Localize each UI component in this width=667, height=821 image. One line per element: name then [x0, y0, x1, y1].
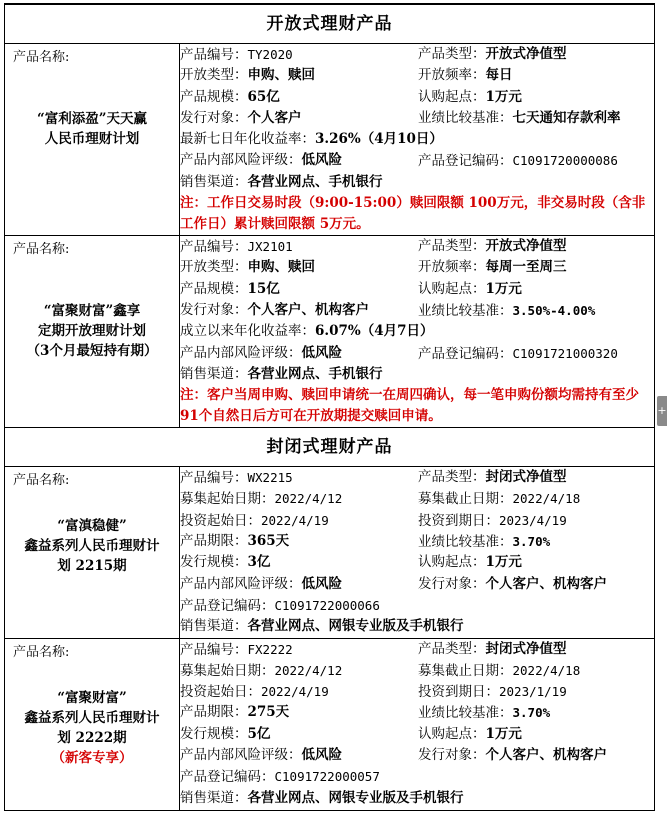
table-row	[5, 44, 655, 236]
benchmark: 3.50%-4.00%	[512, 302, 596, 318]
raise-end-date: 2022/4/18	[512, 662, 581, 678]
bench-label: 业绩比较基准：	[418, 302, 513, 319]
registration-code: C1091722000057	[274, 769, 380, 785]
code-label: 产品编号：	[180, 470, 248, 487]
benchmark: 3.70%	[512, 534, 551, 550]
product-note: 注：工作日交易时段（9:00-15:00）赎回限额 100万元，非交易时段（含非工作日）累计赎回限额 5万元。	[180, 195, 646, 233]
table-row	[5, 236, 655, 428]
scale-label: 发行规模：	[180, 554, 248, 571]
sales-channel: 各营业网点、手机银行	[247, 365, 383, 382]
product-detail-cell	[180, 638, 655, 810]
new-customer-badge: （新客专享）	[51, 749, 133, 766]
bench-label: 业绩比较基准：	[418, 534, 513, 551]
benchmark: 3.70%	[512, 705, 551, 721]
invest-start-label: 投资起始日：	[180, 684, 261, 701]
open-type-label: 开放类型：	[180, 259, 248, 276]
product-name: “富利添盈”天天赢 人民币理财计划	[36, 111, 148, 147]
annual-yield: 6.07%（4月7日）	[315, 323, 434, 340]
risk-label: 产品内部风险评级：	[180, 152, 302, 169]
code-label: 产品编号：	[180, 47, 248, 63]
registration-code: C1091720000086	[512, 153, 618, 169]
product-name-cell	[5, 236, 180, 428]
freq-label: 开放频率：	[418, 259, 486, 276]
target-label: 发行对象：	[418, 575, 486, 592]
term-label: 产品期限：	[180, 533, 248, 550]
invest-end-label: 投资到期日：	[418, 512, 499, 529]
closed-section-title: 封闭式理财产品	[4, 428, 655, 466]
open-frequency: 每周一至周三	[485, 259, 567, 276]
issue-scale: 3亿	[247, 554, 271, 571]
channel-label: 销售渠道：	[180, 365, 248, 382]
scale-label: 发行规模：	[180, 725, 248, 742]
sales-channel: 各营业网点、网银专业版及手机银行	[247, 618, 464, 635]
registration-code: C1091721000320	[512, 345, 618, 361]
code-label: 产品编号：	[180, 641, 248, 658]
target-label: 发行对象：	[418, 747, 486, 764]
risk-rating: 低风险	[301, 344, 342, 361]
product-document	[4, 3, 655, 811]
product-code: FX2222	[247, 641, 293, 657]
risk-label: 产品内部风险评级：	[180, 575, 302, 592]
product-name-cell	[5, 467, 180, 638]
term-label: 产品期限：	[180, 704, 248, 721]
type-label: 产品类型：	[418, 46, 486, 62]
reg-label: 产品登记编码：	[180, 769, 275, 786]
product-code: TY2020	[247, 47, 293, 62]
product-detail-cell	[180, 236, 655, 428]
min-amount: 1万元	[485, 280, 522, 297]
issue-target: 个人客户、机构客户	[485, 575, 607, 592]
product-name-cell	[5, 44, 180, 236]
reg-label: 产品登记编码：	[180, 597, 275, 614]
risk-rating: 低风险	[301, 575, 342, 592]
product-name-label: 产品名称:	[13, 242, 70, 258]
product-name-cell	[5, 638, 180, 810]
product-type: 开放式净值型	[485, 46, 567, 62]
registration-code: C1091722000066	[274, 597, 380, 613]
product-detail-cell	[180, 467, 655, 638]
product-code: JX2101	[247, 239, 293, 255]
product-scale: 15亿	[247, 280, 280, 297]
annual-yield: 3.26%（4月10日）	[315, 131, 443, 148]
table-row	[5, 638, 655, 810]
bench-label: 业绩比较基准：	[418, 109, 513, 126]
invest-start-label: 投资起始日：	[180, 512, 261, 529]
raise-start-label: 募集起始日期：	[180, 662, 275, 679]
target-label: 发行对象：	[180, 301, 248, 318]
scale-label: 产品规模：	[180, 280, 248, 297]
min-amount: 1万元	[485, 725, 522, 742]
invest-end-date: 2023/4/19	[499, 512, 567, 528]
bench-label: 业绩比较基准：	[418, 705, 513, 722]
closed-products-table	[4, 466, 655, 810]
product-name-label: 产品名称:	[13, 50, 70, 65]
min-label: 认购起点：	[418, 280, 486, 297]
sales-channel: 各营业网点、手机银行	[247, 173, 383, 190]
invest-start-date: 2022/4/19	[261, 684, 329, 700]
product-term: 365天	[247, 533, 290, 550]
risk-rating: 低风险	[301, 152, 342, 169]
open-section-title: 开放式理财产品	[4, 3, 655, 43]
yield-label: 最新七日年化收益率：	[180, 131, 315, 148]
table-row	[5, 467, 655, 638]
plus-icon[interactable]: +	[657, 396, 667, 426]
reg-label: 产品登记编码：	[418, 345, 513, 362]
min-label: 认购起点：	[418, 725, 486, 742]
issue-scale: 5亿	[247, 725, 271, 742]
target-label: 发行对象：	[180, 109, 248, 126]
min-amount: 1万元	[485, 88, 522, 105]
product-name: “富聚财富”鑫享 定期开放理财计划 （3个月最短持有期）	[26, 303, 158, 360]
scale-label: 产品规模：	[180, 88, 248, 105]
channel-label: 销售渠道：	[180, 173, 248, 190]
product-term: 275天	[247, 704, 290, 721]
product-name-label: 产品名称:	[13, 473, 70, 489]
raise-end-date: 2022/4/18	[512, 491, 581, 507]
product-name-label: 产品名称:	[13, 644, 70, 660]
product-note: 注：客户当周申购、赎回申请统一在周四确认，每一笔申购份额均需持有至少 91个自然日后方可在开放期提交赎回申请。	[180, 387, 639, 425]
product-type: 封闭式净值型	[485, 640, 567, 657]
product-code: WX2215	[247, 470, 293, 486]
type-label: 产品类型：	[418, 469, 486, 486]
risk-label: 产品内部风险评级：	[180, 747, 302, 764]
raise-start-label: 募集起始日期：	[180, 491, 275, 508]
sales-channel: 各营业网点、网银专业版及手机银行	[247, 789, 464, 806]
min-label: 认购起点：	[418, 88, 486, 105]
issue-target: 个人客户、机构客户	[485, 747, 607, 764]
invest-start-date: 2022/4/19	[261, 512, 329, 528]
invest-end-label: 投资到期日：	[418, 684, 499, 701]
product-detail-cell	[180, 44, 655, 236]
open-type-label: 开放类型：	[180, 67, 248, 84]
open-frequency: 每日	[485, 67, 513, 84]
freq-label: 开放频率：	[418, 67, 486, 84]
product-name: “富滇稳健” 鑫益系列人民币理财计 划 2215期	[24, 518, 160, 575]
open-type: 申购、赎回	[247, 259, 315, 276]
channel-label: 销售渠道：	[180, 618, 248, 635]
product-scale: 65亿	[247, 88, 280, 105]
min-label: 认购起点：	[418, 554, 486, 571]
reg-label: 产品登记编码：	[418, 153, 513, 170]
product-name: “富聚财富” 鑫益系列人民币理财计 划 2222期 （新客专享）	[5, 688, 179, 768]
type-label: 产品类型：	[418, 640, 486, 657]
open-products-table	[4, 43, 655, 428]
product-type: 开放式净值型	[485, 238, 567, 255]
open-type: 申购、赎回	[247, 67, 315, 84]
yield-label: 成立以来年化收益率：	[180, 323, 315, 340]
raise-start-date: 2022/4/12	[274, 662, 343, 678]
issue-target: 个人客户、机构客户	[247, 301, 369, 318]
raise-end-label: 募集截止日期：	[418, 491, 513, 508]
issue-target: 个人客户	[247, 109, 302, 126]
risk-label: 产品内部风险评级：	[180, 344, 302, 361]
type-label: 产品类型：	[418, 238, 486, 255]
risk-rating: 低风险	[301, 747, 342, 764]
invest-end-date: 2023/1/19	[499, 684, 567, 700]
channel-label: 销售渠道：	[180, 789, 248, 806]
code-label: 产品编号：	[180, 239, 248, 256]
product-type: 封闭式净值型	[485, 469, 567, 486]
benchmark: 七天通知存款利率	[512, 109, 621, 126]
min-amount: 1万元	[485, 554, 522, 571]
raise-start-date: 2022/4/12	[274, 491, 343, 507]
raise-end-label: 募集截止日期：	[418, 662, 513, 679]
